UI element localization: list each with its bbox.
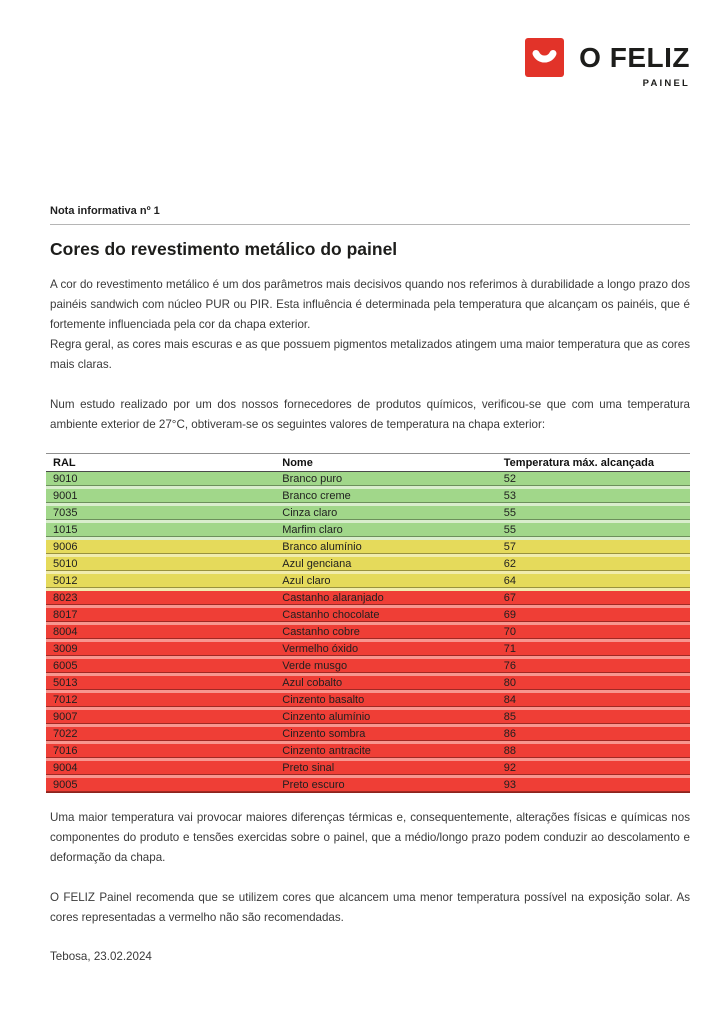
table-cell-temperatura: 64 [497, 574, 690, 591]
paragraph-intro [50, 275, 690, 375]
table-cell-nome: Castanho alaranjado [275, 591, 497, 608]
table-cell-nome: Marfim claro [275, 523, 497, 540]
table-row [46, 591, 690, 608]
table-cell-ral: 6005 [46, 659, 275, 676]
table-cell-ral: 9005 [46, 778, 275, 793]
header-divider [50, 224, 690, 225]
column-header-ral: RAL [46, 454, 275, 472]
table-cell-nome: Castanho cobre [275, 625, 497, 642]
table-cell-temperatura: 80 [497, 676, 690, 693]
paragraph-consequences: Uma maior temperatura vai provocar maiores diferenças térmicas e, consequentemente, alterações físicas e químicas nos componentes do produto e tensões exercidas sobre o painel, que a médio/longo prazo podem conduzir ao descolamento e deformação da chapa. [50, 811, 690, 864]
table-cell-nome: Cinzento alumínio [275, 710, 497, 727]
table-row [46, 761, 690, 778]
table-cell-nome: Branco alumínio [275, 540, 497, 557]
brand-tagline: PAINEL [642, 78, 690, 89]
table-cell-ral: 7016 [46, 744, 275, 761]
table-cell-nome: Cinzento basalto [275, 693, 497, 710]
brand-logo [46, 0, 690, 89]
paragraph-study: Num estudo realizado por um dos nossos fornecedores de produtos químicos, verificou-se que com uma temperatura ambiente exterior de 27°C, obtiveram-se os seguintes valores de temperatura na chapa exterior: [50, 398, 690, 431]
table-cell-nome: Azul cobalto [275, 676, 497, 693]
table-cell-ral: 5013 [46, 676, 275, 693]
table-cell-ral: 8004 [46, 625, 275, 642]
table-cell-nome: Azul genciana [275, 557, 497, 574]
table-cell-ral: 5010 [46, 557, 275, 574]
table-row [46, 642, 690, 659]
temperature-table [46, 453, 690, 793]
page-title: Cores do revestimento metálico do painel [50, 239, 398, 259]
table-row [46, 540, 690, 557]
table-cell-nome: Vermelho óxido [275, 642, 497, 659]
table-cell-temperatura: 57 [497, 540, 690, 557]
table-cell-temperatura: 88 [497, 744, 690, 761]
table-cell-nome: Preto escuro [275, 778, 497, 793]
table-cell-temperatura: 55 [497, 506, 690, 523]
table-row [46, 523, 690, 540]
table-row [46, 557, 690, 574]
table-cell-ral: 9004 [46, 761, 275, 778]
table-cell-nome: Cinzento antracite [275, 744, 497, 761]
table-cell-ral: 9006 [46, 540, 275, 557]
table-row [46, 625, 690, 642]
table-cell-temperatura: 85 [497, 710, 690, 727]
table-row [46, 608, 690, 625]
table-cell-temperatura: 67 [497, 591, 690, 608]
table-cell-temperatura: 55 [497, 523, 690, 540]
table-cell-ral: 8017 [46, 608, 275, 625]
table-cell-nome: Branco puro [275, 472, 497, 489]
table-cell-nome: Verde musgo [275, 659, 497, 676]
table-cell-temperatura: 71 [497, 642, 690, 659]
table-cell-nome: Branco creme [275, 489, 497, 506]
place-date-line: Tebosa, 23.02.2024 [50, 950, 152, 963]
table-cell-ral: 5012 [46, 574, 275, 591]
brand-wordmark [579, 38, 690, 89]
paragraph-intro-2: Regra geral, as cores mais escuras e as que possuem pigmentos metalizados atingem uma maior temperatura que as cores mais claras. [50, 338, 690, 371]
table-cell-temperatura: 86 [497, 727, 690, 744]
table-cell-nome: Cinzento sombra [275, 727, 497, 744]
table-cell-temperatura: 53 [497, 489, 690, 506]
paragraph-intro-1: A cor do revestimento metálico é um dos parâmetros mais decisivos quando nos referimos à durabilidade a longo prazo dos painéis sandwich com núcleo PUR ou PIR. Esta influência é determinada pela temperatura que alcançam os painéis, que é fortemente influenciada pela cor da chapa exterior. [50, 278, 690, 331]
note-number-label: Nota informativa nº 1 [50, 205, 160, 217]
table-row [46, 744, 690, 761]
color-table-body [46, 472, 690, 793]
table-cell-ral: 7012 [46, 693, 275, 710]
table-row [46, 659, 690, 676]
table-row [46, 472, 690, 489]
brand-name: O FELIZ [579, 42, 690, 73]
table-cell-temperatura: 62 [497, 557, 690, 574]
table-cell-ral: 9010 [46, 472, 275, 489]
table-cell-temperatura: 52 [497, 472, 690, 489]
table-cell-nome: Azul claro [275, 574, 497, 591]
table-row [46, 693, 690, 710]
table-cell-temperatura: 70 [497, 625, 690, 642]
table-cell-temperatura: 76 [497, 659, 690, 676]
table-cell-nome: Preto sinal [275, 761, 497, 778]
column-header-nome: Nome [275, 454, 497, 472]
table-row [46, 727, 690, 744]
table-row [46, 676, 690, 693]
table-cell-temperatura: 92 [497, 761, 690, 778]
table-cell-ral: 7022 [46, 727, 275, 744]
table-cell-temperatura: 93 [497, 778, 690, 793]
table-cell-temperatura: 84 [497, 693, 690, 710]
table-cell-ral: 7035 [46, 506, 275, 523]
table-cell-ral: 9001 [46, 489, 275, 506]
column-header-temperatura: Temperatura máx. alcançada [497, 454, 690, 472]
table-row [46, 574, 690, 591]
table-header-row [46, 454, 690, 472]
paragraph-recommendation: O FELIZ Painel recomenda que se utilizem cores que alcancem uma menor temperatura possível na exposição solar. As cores representadas a vermelho não são recomendadas. [50, 891, 690, 924]
table-row [46, 506, 690, 523]
table-cell-ral: 3009 [46, 642, 275, 659]
table-cell-nome: Cinza claro [275, 506, 497, 523]
table-row [46, 710, 690, 727]
table-cell-nome: Castanho chocolate [275, 608, 497, 625]
table-row [46, 489, 690, 506]
table-cell-temperatura: 69 [497, 608, 690, 625]
table-cell-ral: 9007 [46, 710, 275, 727]
table-cell-ral: 1015 [46, 523, 275, 540]
table-row [46, 778, 690, 793]
smile-logo-icon [525, 38, 564, 77]
table-cell-ral: 8023 [46, 591, 275, 608]
